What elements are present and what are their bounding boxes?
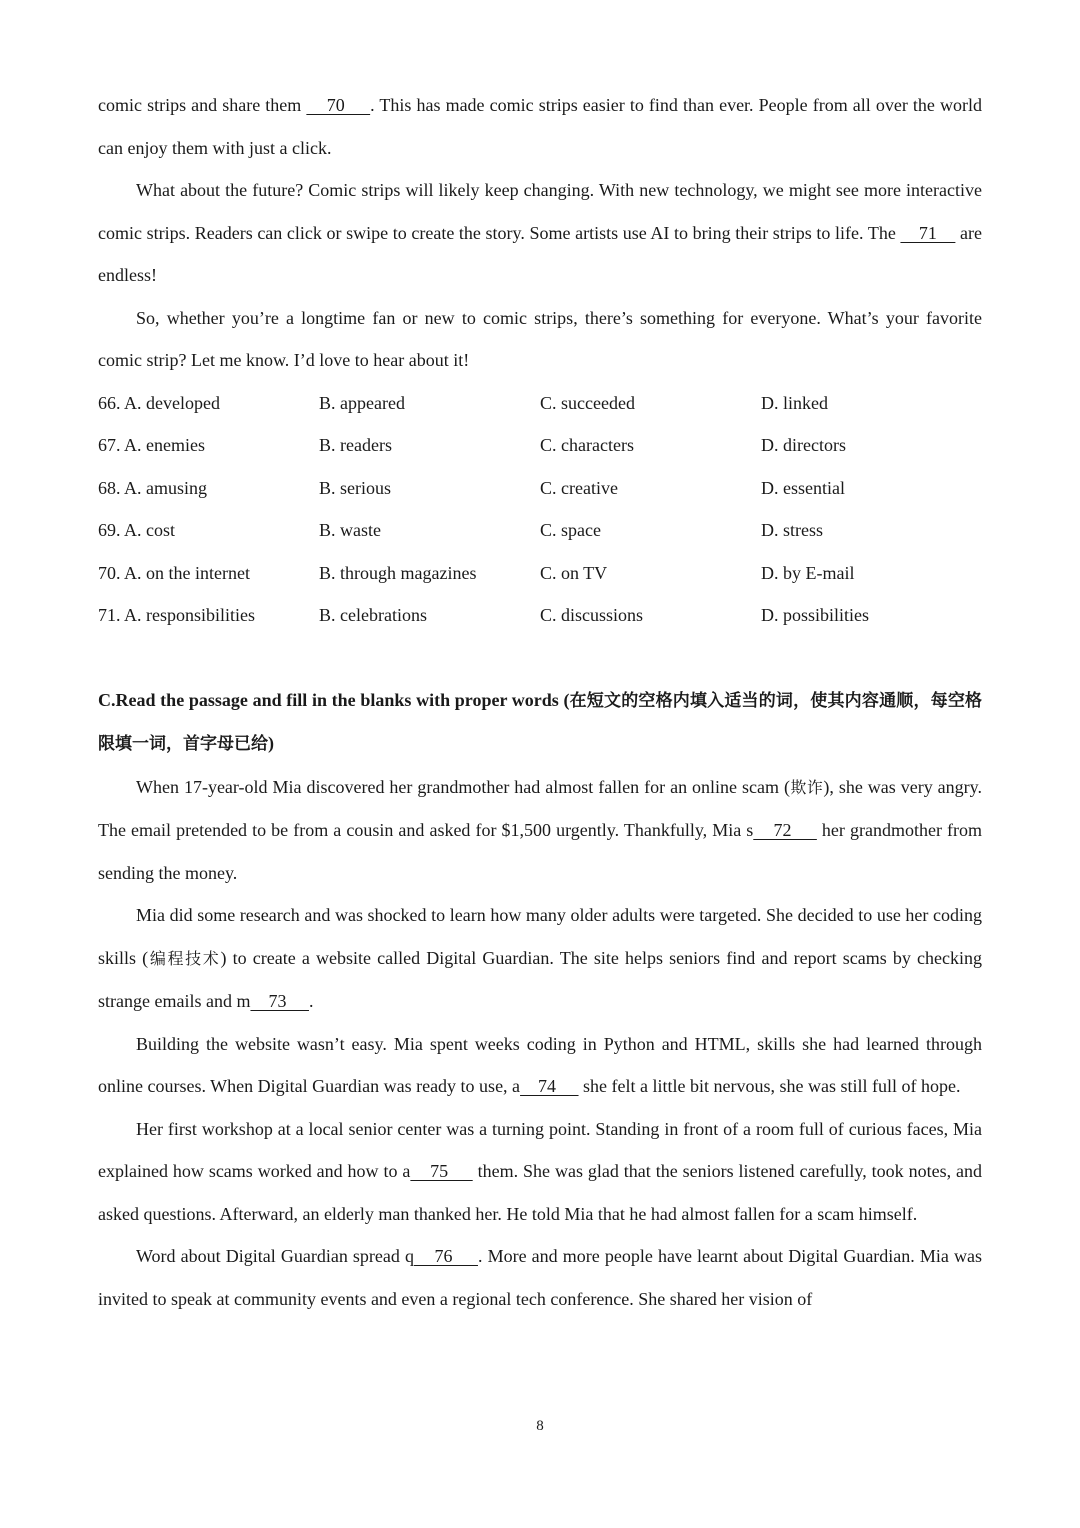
blank-75: 75 xyxy=(410,1161,473,1181)
blank-76: 76 xyxy=(414,1246,478,1266)
document-page xyxy=(98,84,982,1320)
option-row-70: 70. A. on the internet B. through magazines C. on TV D. by E-mail xyxy=(98,562,855,583)
blank-72: 72 xyxy=(753,820,817,840)
blank-73: 73 xyxy=(250,991,309,1011)
option-row-67: 67. A. enemies B. readers C. characters D. directors xyxy=(98,435,846,455)
paragraph-c-2: Mia did some research and was shocked to learn how many older adults were targeted. She decided to use her coding skills (编程技术) to create a website called Digital Guardian. The site helps seniors find and report scams by checking strange emails and m 73 . xyxy=(98,905,982,1011)
paragraph-c-1: When 17-year-old Mia discovered her grandmother had almost fallen for an online scam (欺诈), she was very angry. The email pretended to be from a cousin and asked for $1,500 urgently. Thankfully, Mia s 72 her grandmother from sending the money. xyxy=(98,776,982,883)
option-row-66: 66. A. developed B. appeared C. succeeded D. linked xyxy=(98,392,828,413)
option-row-69: 69. A. cost B. waste C. space D. stress xyxy=(98,520,823,540)
section-c-title: C.Read the passage and fill in the blanks with proper words (在短文的空格内填入适当的词，使其内容通顺，每空格限填一词，首字母已给) xyxy=(98,689,983,754)
paragraph-c-5: Word about Digital Guardian spread q 76 . More and more people have learnt about Digital Guardian. Mia was invited to speak at community events and even a regional tech conference. She shared her vision of xyxy=(98,1246,982,1309)
paragraph-b-2: What about the future? Comic strips will likely keep changing. With new technology, we might see more interactive comic strips. Readers can click or swipe to create the story. Some artists use AI to bring their strips to life. The 71 are endless! xyxy=(98,180,982,285)
paragraph-c-4: Her first workshop at a local senior center was a turning point. Standing in front of a room full of curious faces, Mia explained how scams worked and how to a 75 them. She was glad that the seniors listened carefully, took notes, and asked questions. Afterward, an elderly man thanked her. He told Mia that he had almost fallen for a scam himself. xyxy=(98,1118,982,1224)
paragraph-c-3: Building the website wasn’t easy. Mia spent weeks coding in Python and HTML, skills she had learned through online courses. When Digital Guardian was ready to use, a 74 she felt a little bit nervous, she was still full of hope. xyxy=(98,1033,982,1096)
blank-70: 70 xyxy=(306,95,371,115)
option-row-68: 68. A. amusing B. serious C. creative D. essential xyxy=(98,477,845,498)
paragraph-b-1: comic strips and share them 70 . This has made comic strips easier to find than ever. People from all over the world can enjoy them with just a click. xyxy=(98,95,982,158)
blank-74: 74 xyxy=(520,1076,579,1096)
paragraph-b-3: So, whether you’re a longtime fan or new to comic strips, there’s something for everyone. What’s your favorite comic strip? Let me know. I’d love to hear about it! xyxy=(98,307,982,370)
blank-71: 71 xyxy=(900,222,956,243)
page-number: 8 xyxy=(536,1418,544,1434)
options-list xyxy=(98,382,982,637)
option-row-71: 71. A. responsibilities B. celebrations C. discussions D. possibilities xyxy=(98,605,870,625)
